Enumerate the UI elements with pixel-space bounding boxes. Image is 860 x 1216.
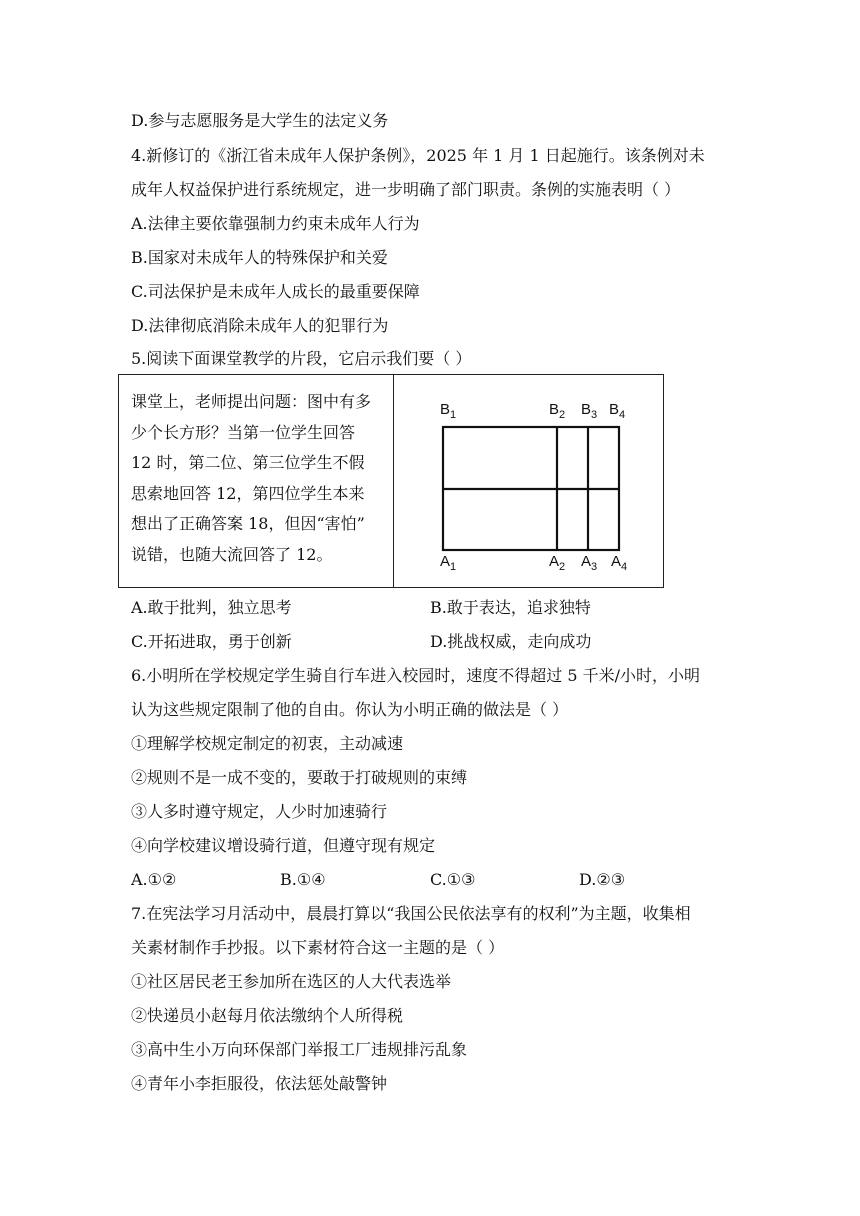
- label-b3: $B_3$: [581, 401, 598, 421]
- q7-item-1: ①社区居民老王参加所在选区的人大代表选举: [131, 972, 452, 991]
- q6-item-2: ②规则不是一成不变的，要敢于打破规则的束缚: [131, 768, 468, 787]
- q5-option-d: D.挑战权威，走向成功: [430, 632, 592, 651]
- q4-stem-line2: 成年人权益保护进行系统规定，进一步明确了部门职责。条例的实施表明（ ）: [131, 180, 681, 199]
- label-b2: $B_2$: [549, 401, 566, 421]
- label-b1: $B_1$: [440, 401, 457, 421]
- q7-stem-line1: 7.在宪法学习月活动中，晨晨打算以“我国公民依法享有的权利”为主题，收集相: [131, 904, 691, 923]
- story-line: 想出了正确答案 18，但因“害怕”: [131, 514, 365, 533]
- q6-option-c: C.①③: [430, 870, 476, 889]
- q6-item-4: ④向学校建议增设骑行道，但遵守现有规定: [131, 836, 436, 855]
- q7-item-3: ③高中生小万向环保部门举报工厂违规排污乱象: [131, 1040, 468, 1059]
- q5-option-b: B.敢于表达，追求独特: [430, 598, 591, 617]
- label-a2: $A_2$: [549, 553, 566, 573]
- q4-stem-line1: 4.新修订的《浙江省未成年人保护条例》，2025 年 1 月 1 日起施行。该条例对未: [131, 146, 705, 165]
- q4-option-b: B.国家对未成年人的特殊保护和关爱: [131, 248, 388, 267]
- story-line: 思索地回答 12，第四位学生本来: [131, 483, 365, 503]
- q5-option-a: A.敢于批判，独立思考: [131, 598, 292, 617]
- q5-material-table: [118, 374, 664, 588]
- label-a3: $A_3$: [581, 553, 598, 573]
- figure-lines: [443, 427, 619, 550]
- q7-item-2: ②快递员小赵每月依法缴纳个人所得税: [131, 1006, 404, 1025]
- q6-option-b: B.①④: [280, 870, 326, 889]
- q4-option-c: C.司法保护是未成年人成长的最重要保障: [131, 282, 420, 301]
- story-line: 12 时，第二位、第三位学生不假: [131, 453, 365, 472]
- label-a4: $A_4$: [611, 553, 628, 573]
- q3-option-d: D.参与志愿服务是大学生的法定义务: [131, 111, 389, 130]
- label-a1: $A_1$: [440, 553, 457, 573]
- label-b4: $B_4$: [609, 401, 626, 421]
- q6-stem-line1: 6.小明所在学校规定学生骑自行车进入校园时，速度不得超过 5 千米/小时，小明: [131, 666, 701, 685]
- rectangle-figure: [394, 375, 664, 587]
- q7-stem-line2: 关素材制作手抄报。以下素材符合这一主题的是（ ）: [131, 938, 505, 957]
- story-line: 课堂上，老师提出问题：图中有多: [131, 392, 372, 411]
- q6-option-a: A.①②: [131, 870, 177, 889]
- q6-option-d: D.②③: [579, 870, 626, 889]
- story-line: 说错，也随大流回答了 12。: [131, 544, 333, 564]
- q6-stem-line2: 认为这些规定限制了他的自由。你认为小明正确的做法是（ ）: [131, 700, 569, 719]
- q6-item-3: ③人多时遵守规定，人少时加速骑行: [131, 802, 388, 821]
- q6-item-1: ①理解学校规定制定的初衷，主动减速: [131, 734, 404, 753]
- story-line: 少个长方形？当第一位学生回答: [131, 422, 356, 442]
- q7-item-4: ④青年小李拒服役，依法惩处敲警钟: [131, 1074, 388, 1093]
- q5-option-c: C.开拓进取，勇于创新: [131, 632, 292, 651]
- q5-stem: 5.阅读下面课堂教学的片段，它启示我们要（ ）: [131, 349, 472, 368]
- q4-option-d: D.法律彻底消除未成年人的犯罪行为: [131, 316, 389, 335]
- q5-story: [131, 387, 389, 570]
- q4-option-a: A.法律主要依靠强制力约束未成年人行为: [131, 214, 420, 233]
